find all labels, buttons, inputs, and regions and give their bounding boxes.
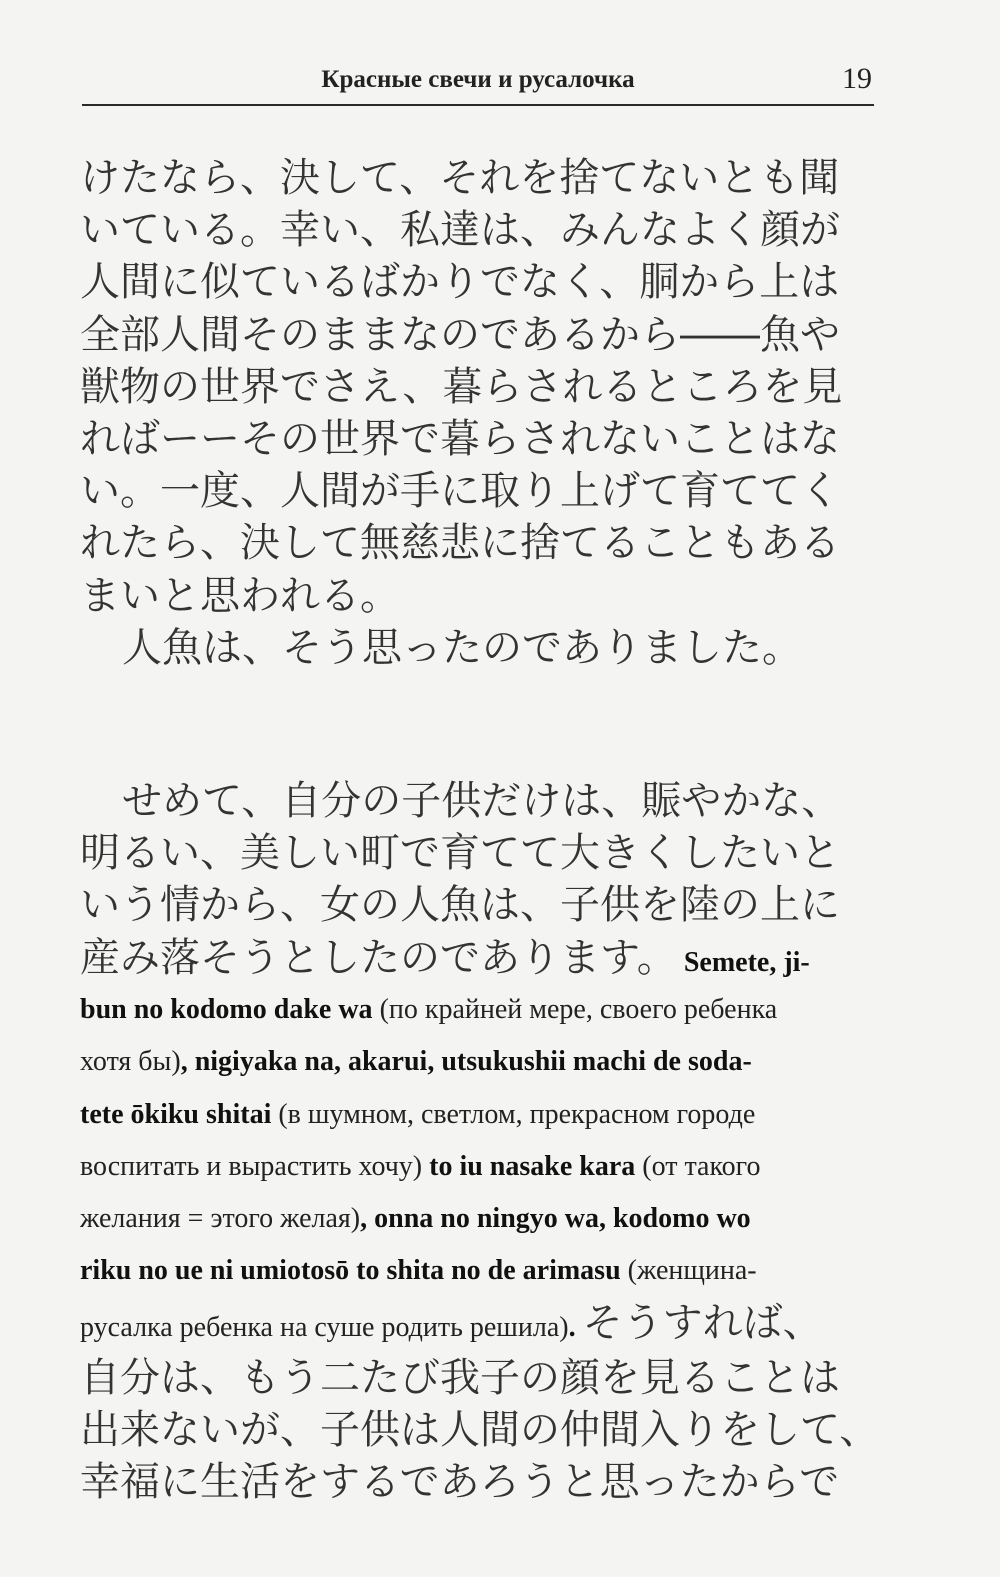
translation-text: желания = этого желая) xyxy=(80,1202,361,1234)
paragraph-japanese-3 xyxy=(80,775,880,932)
translation-text: (по крайней мере, своего ребенка xyxy=(372,994,778,1026)
translation-text: (в шумном, светлом, прекрасном городе xyxy=(271,1098,756,1130)
text-line: 幸福に生活をするであろうと思ったからで xyxy=(80,1459,840,1506)
translation-text: (от такого xyxy=(635,1150,761,1182)
romaji-text: bun no kodomo dake wa xyxy=(80,994,373,1026)
text-line: けたなら、決して、それを捨てないとも聞 xyxy=(80,155,840,201)
text-line: いている。幸い、私達は、みんなよく顔が xyxy=(80,207,840,254)
text-line xyxy=(80,1193,880,1245)
romaji-text: , nigiyaka na, akarui, utsukushii machi de soda- xyxy=(180,1046,752,1078)
paragraph-japanese-2 xyxy=(80,622,880,674)
text-line: れたら、決して無慈悲に捨てることもある xyxy=(80,520,840,567)
text-line xyxy=(80,1245,880,1297)
romaji-text: tete ōkiku shitai xyxy=(80,1098,272,1130)
page-number: 19 xyxy=(842,62,872,95)
text-line: いう情から、女の人魚は、子供を陸の上に xyxy=(80,882,840,929)
text-line: まいと思われる。 xyxy=(80,572,400,619)
page-header xyxy=(82,62,874,106)
romaji-text: Semete, ji- xyxy=(683,947,810,978)
romaji-text: , onna no ningyo wa, kodomo wo xyxy=(360,1202,751,1234)
text-line xyxy=(80,1036,880,1088)
text-line: 全部人間そのままなのであるから――魚や xyxy=(80,311,840,358)
paragraph-japanese-1 xyxy=(80,152,880,622)
romaji-text: . xyxy=(568,1312,583,1344)
text-line: せめて、自分の子供だけは、賑やかな、 xyxy=(122,778,842,824)
text-line xyxy=(80,1141,880,1193)
text-line: 人間に似ているばかりでなく、胴から上は xyxy=(80,259,840,306)
running-title: Красные свечи и русалочка xyxy=(321,66,635,93)
paragraph-japanese-4 xyxy=(80,1352,880,1509)
romaji-text: riku no ue ni umiotosō to shita no de arimasu xyxy=(80,1255,621,1287)
text-line xyxy=(80,1089,880,1141)
text-line: い。一度、人間が手に取り上げて育ててく xyxy=(80,468,840,515)
text-line xyxy=(80,1297,880,1349)
text-line: 明るい、美しい町で育てて大きくしたいと xyxy=(80,830,840,877)
text-line xyxy=(80,932,880,984)
text-line: ればーーその世界で暮らされないことはな xyxy=(80,415,840,462)
translation-text: (женщина- xyxy=(620,1255,757,1287)
japanese-text: 産み落そうとしたのであります。 xyxy=(80,935,677,981)
japanese-text: そうすれば、 xyxy=(582,1300,823,1347)
translation-text: хотя бы) xyxy=(80,1046,181,1078)
text-line: 自分は、もう二たび我子の顔を見ることは xyxy=(80,1355,840,1401)
text-line: 人魚は、そう思ったのでありました。 xyxy=(122,625,802,671)
text-line: 獣物の世界でさえ、暮らされるところを見 xyxy=(80,363,843,410)
translation-text: воспитать и вырастить хочу) xyxy=(80,1150,430,1182)
translation-text: русалка ребенка на суше родить решила) xyxy=(80,1312,569,1344)
paragraph-annotated xyxy=(80,932,880,1350)
romaji-text: to iu nasake kara xyxy=(429,1150,636,1182)
text-line xyxy=(80,984,880,1036)
text-line: 出来ないが、子供は人間の仲間入りをして、 xyxy=(80,1407,880,1454)
